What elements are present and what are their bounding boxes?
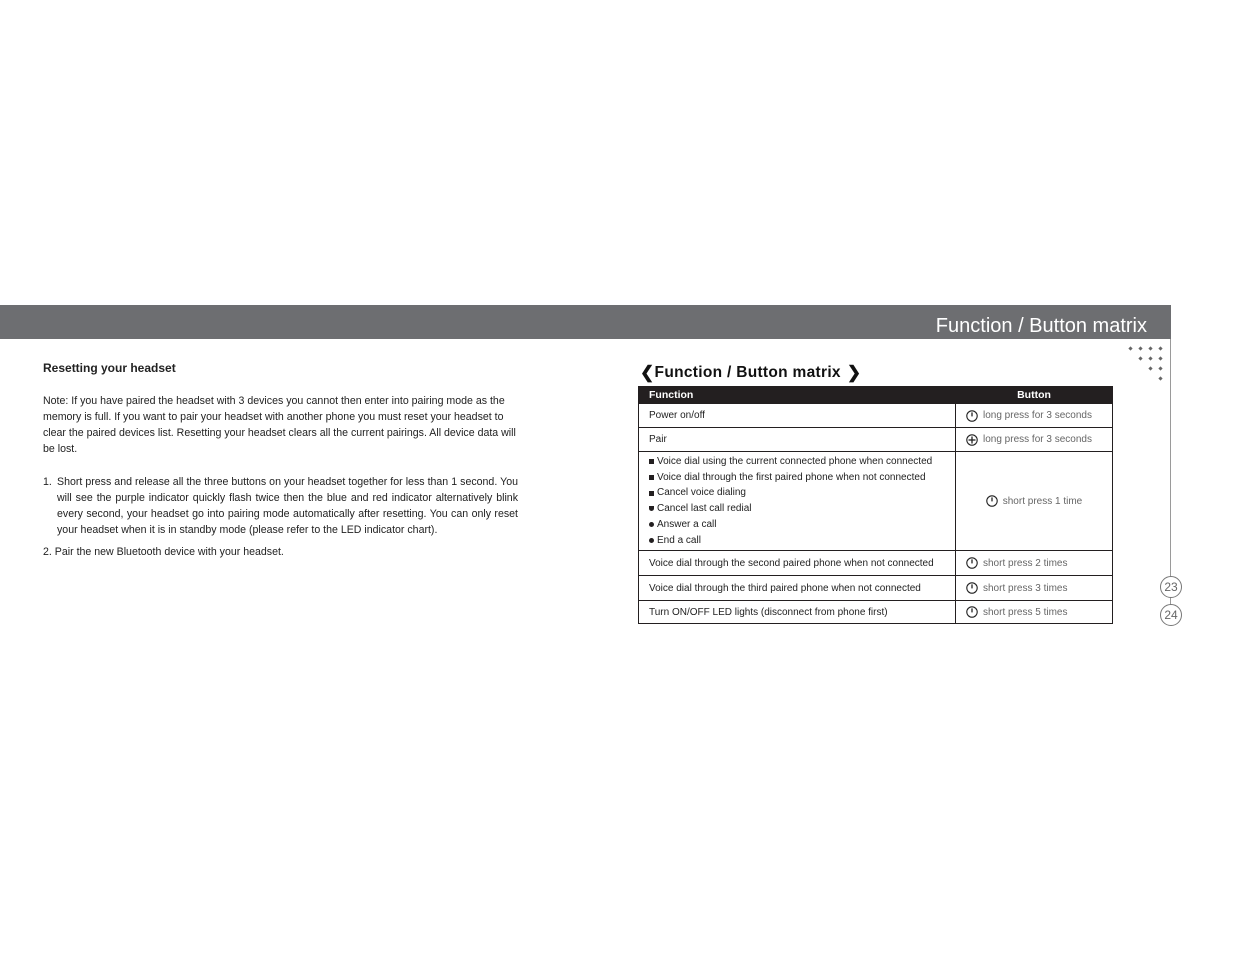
reset-note: Note: If you have paired the headset with 3 devices you cannot then enter into pairing mode as the memory is full. If you want to pair your headset with another phone you must reset your headset to clear the paired devices list. Resetting your headset clears all the current pairings. All device data will be lost. xyxy=(43,395,516,455)
table-row xyxy=(639,404,1113,428)
table-row xyxy=(639,452,1113,551)
list-item xyxy=(649,533,945,549)
button-action: short press 2 times xyxy=(983,557,1068,569)
power-icon xyxy=(966,582,978,594)
header-band xyxy=(0,305,1171,339)
button-cell xyxy=(956,404,1113,428)
list-item xyxy=(649,501,945,517)
matrix-heading-text: Function / Button matrix xyxy=(654,364,841,381)
plus-circle-icon xyxy=(966,434,978,446)
power-icon xyxy=(966,606,978,618)
function-cell: Power on/off xyxy=(639,404,956,428)
step-number: 2. xyxy=(43,546,52,558)
function-cell: Pair xyxy=(639,428,956,452)
left-bracket-icon: ❮ xyxy=(640,363,655,382)
function-text: End a call xyxy=(657,534,701,546)
decorative-dots xyxy=(1128,346,1168,386)
function-text: Cancel last call redial xyxy=(657,503,752,515)
page-number-24: 24 xyxy=(1160,604,1182,626)
table-row xyxy=(639,601,1113,624)
right-bracket-icon: ❯ xyxy=(846,363,862,382)
column-header-function: Function xyxy=(639,387,956,404)
button-action: long press for 3 seconds xyxy=(983,434,1092,445)
list-item xyxy=(43,544,518,560)
power-icon xyxy=(966,410,978,422)
table-row xyxy=(639,576,1113,601)
function-button-table xyxy=(638,386,1113,624)
table-row xyxy=(639,551,1113,576)
function-cell xyxy=(639,452,956,551)
list-item xyxy=(649,485,945,501)
list-item xyxy=(43,474,518,538)
power-icon xyxy=(966,557,978,569)
button-action: short press 5 times xyxy=(983,606,1068,618)
table-row xyxy=(639,428,1113,452)
button-action: short press 1 time xyxy=(1002,495,1083,507)
bullet-icon xyxy=(649,475,654,480)
bullet-icon xyxy=(649,522,654,527)
bullet-icon xyxy=(649,506,654,511)
list-item xyxy=(649,454,945,470)
function-text: Cancel voice dialing xyxy=(657,487,746,499)
button-cell xyxy=(956,601,1113,624)
function-cell: Turn ON/OFF LED lights (disconnect from phone first) xyxy=(639,601,956,624)
column-header-button: Button xyxy=(956,387,1113,404)
button-cell xyxy=(956,576,1113,601)
button-action: long press for 3 seconds xyxy=(983,410,1092,421)
button-cell xyxy=(956,551,1113,576)
bullet-icon xyxy=(649,538,654,543)
step-text: Pair the new Bluetooth device with your headset. xyxy=(54,546,284,558)
list-item xyxy=(649,517,945,533)
button-action: short press 3 times xyxy=(983,582,1068,594)
matrix-heading xyxy=(640,362,861,384)
list-item xyxy=(649,470,945,486)
step-number: 1. xyxy=(43,476,52,488)
page-header-title: Function / Button matrix xyxy=(935,315,1147,337)
reset-section xyxy=(43,360,518,566)
button-cell xyxy=(956,452,1113,551)
function-text: Answer a call xyxy=(657,518,717,530)
function-text: Voice dial using the current connected phone when connected xyxy=(657,456,933,467)
reset-steps xyxy=(43,474,518,560)
bullet-icon xyxy=(649,459,654,464)
function-cell: Voice dial through the second paired phone when not connected xyxy=(639,551,956,576)
function-cell: Voice dial through the third paired phone when not connected xyxy=(639,576,956,601)
table-header-row xyxy=(639,387,1113,404)
bullet-icon xyxy=(649,491,654,496)
page-number-23: 23 xyxy=(1160,576,1182,598)
step-text: Short press and release all the three buttons on your headset together for less than 1 second. You will see the purple indicator quickly flash twice then the blue and red indicator alternatively blink every second, your headset go into pairing mode automatically after resetting. You can only reset your headset when it is in standby mode (please refer to the LED indicator chart). xyxy=(57,476,518,536)
button-cell xyxy=(956,428,1113,452)
section-title: Resetting your headset xyxy=(43,361,176,375)
power-icon xyxy=(986,495,998,507)
function-text: Voice dial through the first paired phone when not connected xyxy=(657,471,926,483)
